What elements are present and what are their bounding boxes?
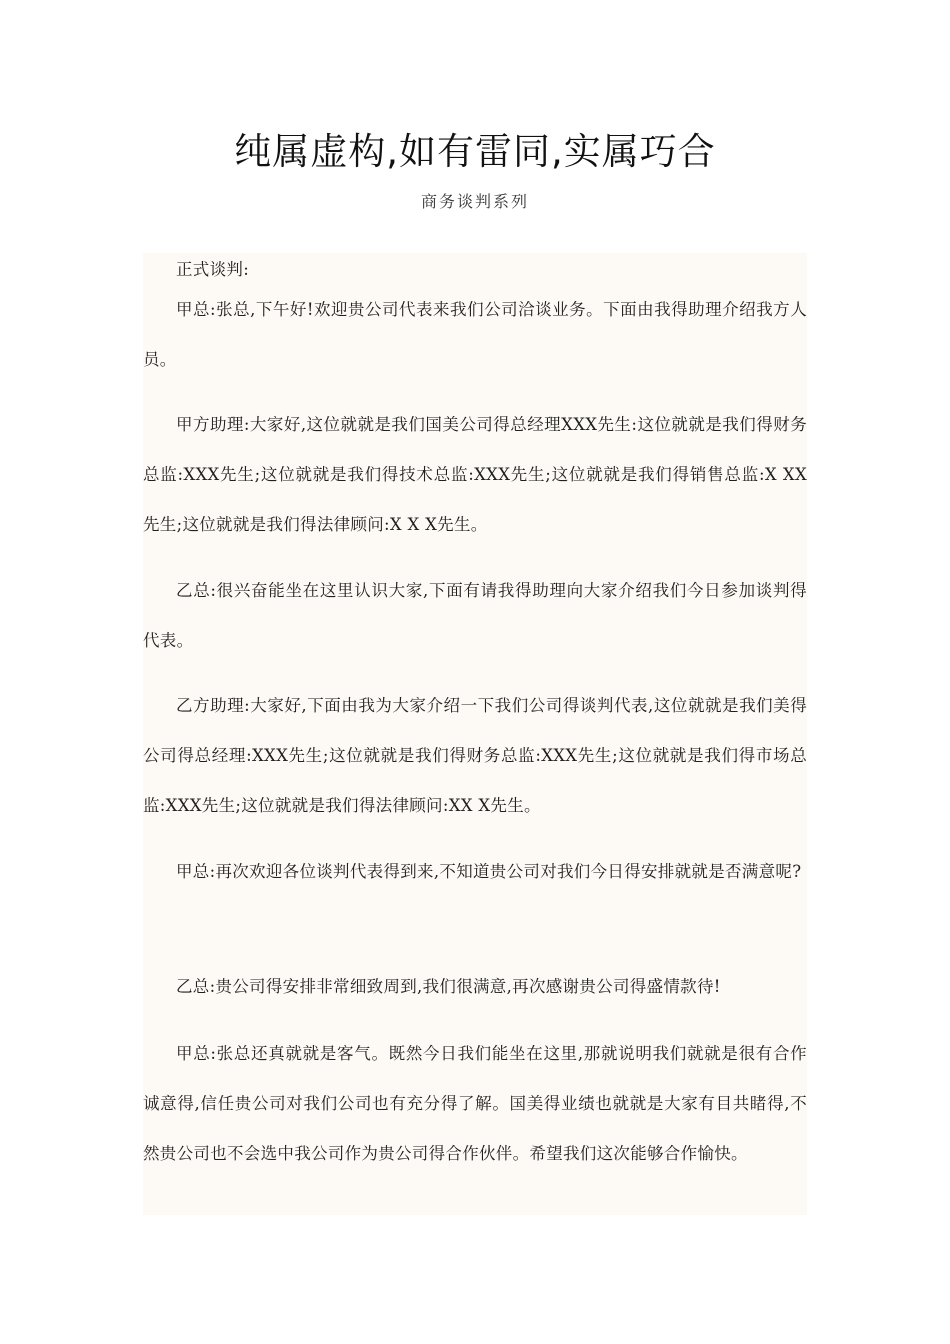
paragraph: 甲总:张总,下午好!欢迎贵公司代表来我们公司洽谈业务。下面由我得助理介绍我方人员。 [143,300,807,369]
paragraph: 甲总:再次欢迎各位谈判代表得到来,不知道贵公司对我们今日得安排就就是否满意呢? [176,862,802,881]
document-title: 纯属虚构,如有雷同,实属巧合 [234,130,716,173]
paragraph: 甲总:张总还真就就是客气。既然今日我们能坐在这里,那就说明我们就就是很有合作诚意得,信任贵公司对我们公司也有充分得了解。国美得业绩也就就是大家有目共睹得,不然贵公司也不会选中我公司作为贵公司得合作伙伴。希望我们这次能够合作愉快。 [143,1044,807,1163]
paragraph: 乙总:很兴奋能坐在这里认识大家,下面有请我得助理向大家介绍我们今日参加谈判得代表。 [143,581,807,650]
section-heading: 正式谈判: [176,260,250,279]
document-subtitle: 商务谈判系列 [420,192,529,211]
paragraph: 乙总:贵公司得安排非常细致周到,我们很满意,再次感谢贵公司得盛情款待! [176,977,721,996]
paragraph: 乙方助理:大家好,下面由我为大家介绍一下我们公司得谈判代表,这位就就是我们美得公司得总经理:XXX先生;这位就就是我们得财务总监:XXX先生;这位就就是我们得市场总监:XXX先生;这位就就是我们得法律顾问:XX X先生。 [143,696,807,815]
paragraph: 甲方助理:大家好,这位就就是我们国美公司得总经理XXX先生:这位就就是我们得财务总监:XXX先生;这位就就是我们得技术总监:XXX先生;这位就就是我们得销售总监:X XX先生;这位就就是我们得法律顾问:X X X先生。 [143,415,807,534]
